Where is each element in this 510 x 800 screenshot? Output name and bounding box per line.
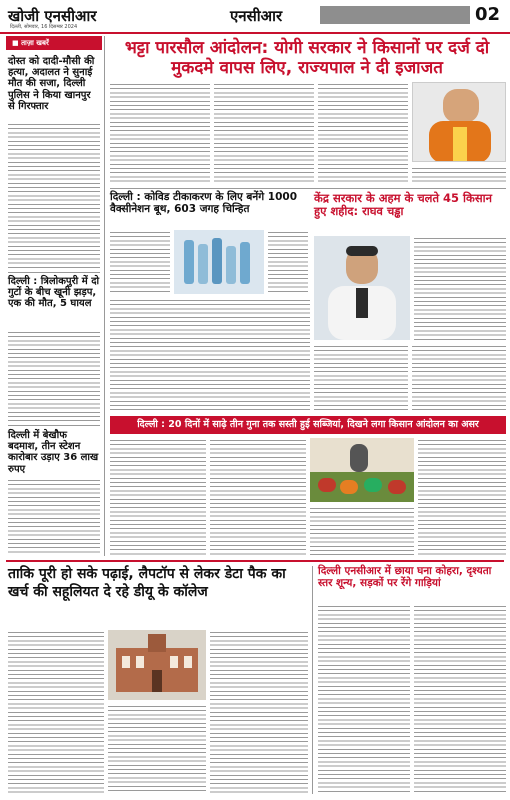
masthead xyxy=(0,0,510,34)
vaccine-body-col2 xyxy=(268,230,308,294)
divider xyxy=(110,188,506,189)
vegetable-body-col4 xyxy=(418,438,506,556)
section-label-text: ताज़ा खबरें xyxy=(21,39,49,47)
section-label xyxy=(6,36,102,50)
portrait-photo-icon xyxy=(413,83,506,162)
raghav-body-col3 xyxy=(412,344,506,412)
lead-body-col3 xyxy=(318,82,408,184)
divider xyxy=(8,425,100,426)
page-number: 02 xyxy=(474,4,500,25)
lead-body-col2 xyxy=(214,82,314,184)
left-story-body-1 xyxy=(8,122,100,268)
news-photo-icon xyxy=(310,438,414,502)
raghav-body-col2 xyxy=(314,344,408,412)
vaccine-body-col1 xyxy=(110,230,170,294)
vegetable-body-col3 xyxy=(310,506,414,556)
trees-body-col1 xyxy=(318,604,410,794)
vegetable-body-col2 xyxy=(210,438,306,556)
du-body-col2 xyxy=(108,704,206,794)
vegetable-body-col1 xyxy=(110,438,206,556)
lead-body-col1 xyxy=(110,82,210,184)
raghav-body-col1 xyxy=(414,236,506,340)
left-story-headline-2: दिल्ली : त्रिलोकपुरी में दो गुटों के बीच खूनी झड़प, एक की मौत, 5 घायल xyxy=(8,276,100,310)
lead-headline: भट्टा पारसौल आंदोलन: योगी सरकार ने किसानों पर दर्ज दो मुकदमे वापस लिए, राज्यपाल ने दी इजाजत xyxy=(124,38,490,79)
column-divider xyxy=(312,566,313,794)
vegetable-banner: दिल्ली : 20 दिनों में साढ़े तीन गुना तक सस्ती हुई सब्जियां, दिखने लगा किसान आंदोलन का असर xyxy=(110,416,506,434)
divider xyxy=(8,272,100,273)
left-story-headline-1: दोस्त को दादी-मौसी की हत्या, अदालत ने सुनाई मौत की सजा, दिल्ली पुलिस ने किया खानपुर से गिरफ्तार xyxy=(8,56,95,112)
trees-body-col2 xyxy=(414,604,506,794)
news-photo-icon xyxy=(174,230,264,294)
brand-name: खोजी एनसीआर xyxy=(8,7,97,25)
du-body-col3 xyxy=(210,630,308,794)
du-headline: ताकि पूरी हो सके पढ़ाई, लैपटॉप से लेकर डेटा पैक का खर्च की सहूलियत दे रहे डीयू के कॉलेज xyxy=(8,566,286,600)
left-story-body-3 xyxy=(8,478,100,554)
portrait-photo-icon xyxy=(314,236,410,340)
vaccine-body-wide xyxy=(110,298,310,412)
market-photo xyxy=(310,438,414,502)
college-photo xyxy=(108,630,206,700)
raghav-headline: केंद्र सरकार के अहम के चलते 45 किसान हुए शहीद: राघव चड्ढा xyxy=(314,191,492,218)
square-bullet-icon: ■ xyxy=(12,39,22,47)
minister-photo xyxy=(412,82,506,162)
politician-photo xyxy=(314,236,410,340)
left-story-headline-3: दिल्ली में बेखौफ बदमाश, तीन स्टेशन कारोबार उड़ाए 36 लाख रुपए xyxy=(8,430,99,475)
lead-body-col4 xyxy=(412,166,506,184)
section-title: एनसीआर xyxy=(230,7,283,25)
dateline: दिल्ली, सोमवार, 16 दिसम्बर 2024 xyxy=(10,24,78,30)
masthead-band xyxy=(320,6,470,24)
trees-headline: दिल्ली एनसीआर में छाया घना कोहरा, दृश्यता स्तर शून्य, सड़कों पर रेंगे गाड़ियां xyxy=(318,565,492,589)
vaccine-headline: दिल्ली : कोविड टीकाकरण के लिए बनेंगे 1000 वैक्सीनेशन बूथ, 603 जगह चिन्हित xyxy=(110,191,298,215)
section-divider xyxy=(6,560,504,562)
vaccine-photo xyxy=(174,230,264,294)
left-story-body-2 xyxy=(8,330,100,422)
news-photo-icon xyxy=(108,630,206,700)
du-body-col1 xyxy=(8,630,104,794)
column-divider xyxy=(104,36,105,556)
